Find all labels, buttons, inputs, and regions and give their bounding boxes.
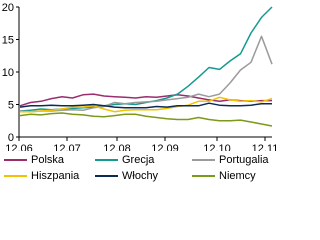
legend-swatch (4, 175, 27, 177)
legend-item (192, 153, 269, 168)
legend-label: Włochy (122, 170, 159, 182)
legend-item (4, 169, 79, 184)
legend-swatch (95, 175, 118, 177)
legend-label: Hiszpania (31, 170, 80, 182)
y-tick-label: 10 (1, 67, 14, 79)
x-tick-label: 12.09 (151, 143, 179, 151)
legend-swatch (95, 159, 118, 161)
series-line-grecja (20, 7, 272, 111)
legend-item (4, 153, 64, 168)
legend-label: Portugalia (219, 154, 269, 166)
legend-item (95, 169, 158, 184)
x-tick-label: 12.08 (103, 143, 131, 151)
y-tick-label: 15 (1, 34, 14, 47)
x-tick-label: 12.07 (53, 143, 81, 151)
x-tick-label: 12.10 (203, 143, 231, 151)
y-tick-label: 20 (1, 2, 14, 14)
legend-item (192, 169, 256, 184)
legend-label: Grecja (122, 154, 155, 166)
legend-item (95, 153, 154, 168)
y-tick-label: 0 (7, 132, 14, 144)
legend-label: Niemcy (219, 170, 256, 182)
x-tick-label: 12.06 (5, 143, 33, 151)
series-line-niemcy (20, 113, 272, 126)
legend-label: Polska (31, 154, 65, 166)
legend-swatch (192, 159, 215, 161)
x-tick-label: 12.11 (251, 143, 279, 151)
legend-swatch (192, 175, 215, 177)
y-tick-label: 5 (7, 99, 14, 112)
legend-swatch (4, 159, 27, 161)
legend (0, 151, 283, 185)
series-line-włochy (20, 103, 272, 108)
